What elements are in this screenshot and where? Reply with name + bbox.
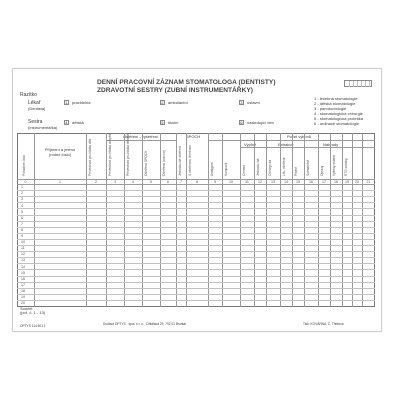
column-number: 21 [366, 179, 371, 184]
row-number: 4 [21, 203, 23, 208]
row-rule [17, 215, 375, 216]
header-rule [106, 140, 176, 141]
col-header-label: Chirurgická [268, 159, 272, 176]
column-number: 11 [245, 179, 249, 184]
row-number: 5 [21, 209, 23, 214]
col-header-label: Ošetřeno SPOCH [144, 150, 148, 176]
legend-item-3: 3 - parodontologie [314, 106, 347, 111]
col-header-label: Preventivní pro-hlídka dospělí [108, 133, 112, 176]
column-number: 9 [214, 179, 216, 184]
date-grid[interactable] [344, 80, 372, 87]
row-number: 9 [21, 234, 23, 238]
header-rule [17, 184, 375, 185]
row-rule [17, 239, 375, 240]
row-number: 15 [21, 270, 25, 275]
col-header-label: Výkony ostatní [332, 155, 336, 176]
row-number: 1 [21, 185, 23, 190]
subgroup-fillings: Výplně [244, 142, 257, 147]
print-note: Tisk: KOVÁRNA, Č. Třebová [303, 322, 344, 326]
row-number: 8 [21, 227, 23, 232]
col-header-label: Ošetřeno (ano-ne) [162, 149, 166, 176]
subgroup-prosthetics: Náhrady [323, 142, 339, 147]
col-header-order: Pořadové číslo [22, 154, 26, 176]
doctor-label: Lékař [28, 100, 41, 106]
option-label-1: pravidelná [72, 100, 91, 105]
column-number: 13 [271, 179, 275, 184]
column-number: 0 [24, 179, 27, 184]
row-rule [17, 227, 375, 228]
column-number: 12 [258, 179, 262, 184]
legend-item-2: 2 - dětská stomatologie [314, 101, 356, 106]
column-number: 6 [167, 179, 169, 184]
option-num-3: 3 [240, 99, 243, 105]
form-title-line2: ZDRAVOTNÍ SESTRY (ZUBNÍ INSTRUMENTÁŘKY) [97, 87, 253, 94]
legend-item-6: 6 - ordinace stomatologie [314, 121, 359, 126]
col-header-label: Jednoduché ošetření [178, 146, 182, 176]
row-rule [17, 190, 375, 191]
row-rule [17, 263, 375, 264]
sum-label: Součet [20, 306, 33, 311]
option-label-5: školní [168, 120, 179, 125]
option-num-6: 6 [240, 119, 243, 125]
row-number: 20 [21, 301, 25, 306]
doctor-sub: (Dentista) [28, 106, 46, 111]
column-number: 17 [322, 179, 326, 184]
column-number: 10 [229, 179, 233, 184]
row-rule [17, 288, 375, 289]
row-number: 17 [21, 282, 25, 287]
legend-item-4: 4 - stomatologická chirurgie [314, 111, 363, 116]
col-header-label: Preventivní pro-hlídka těhotné [126, 133, 130, 176]
column-number: 5 [150, 179, 152, 184]
col-header-label: Cement [242, 164, 246, 176]
row-rule [17, 196, 375, 197]
col-header-label: Snímatelné [306, 159, 310, 176]
row-rule [17, 282, 375, 283]
publisher-note: Dodává OPTYS - spol. s r. o., Cihlářská 29, 792 01 Bruntál [103, 322, 186, 326]
col-header-label: Amalgám [210, 162, 214, 176]
form-title-line1: DENNÍ PRACOVNÍ ZÁZNAM STOMATOLOGA (DENTISTY) [97, 79, 276, 86]
nurse-sub: (Instrumentářka) [28, 125, 58, 130]
option-num-4: 4 [65, 119, 68, 125]
row-rule [17, 251, 375, 252]
col-header-label: Opravy [320, 165, 324, 176]
row-number: 14 [21, 264, 25, 269]
column-number: 16 [309, 179, 313, 184]
col-header-label: Pevné [294, 166, 298, 176]
sum-sub: (poř. č. 1 - 13) [20, 310, 46, 315]
row-number: 11 [21, 246, 25, 251]
row-number: 19 [21, 295, 25, 299]
option-label-3: ústavní [247, 100, 260, 105]
col-header-label: RTG snímky [344, 158, 348, 176]
row-number: 18 [21, 288, 25, 293]
column-number: 14 [284, 179, 288, 184]
row-number: 6 [21, 215, 23, 220]
option-label-6: nasledující den [247, 120, 274, 125]
legend-item-5: 5 - stomatologická protetika [314, 116, 363, 121]
col-header-label: Lék. ošetření [282, 157, 286, 176]
header-rule [240, 147, 375, 148]
legend-item-1: 1 - léčebná stomatologie [314, 96, 358, 101]
column-number: 18 [334, 179, 338, 184]
row-rule [17, 202, 375, 203]
column-number: 3 [114, 179, 116, 184]
column-number: 2 [95, 179, 97, 184]
option-label-2: ambulantní [168, 100, 188, 105]
col-header-label: S ošetřenou léčebnou [188, 144, 192, 176]
group-examination: Ošetření - vyšetření [123, 134, 159, 139]
row-rule [17, 208, 375, 209]
row-number: 2 [21, 191, 23, 196]
column-number: 20 [355, 179, 359, 184]
row-number: 16 [21, 276, 25, 281]
col-header-name: Příjmení a jméno (rodné číslo) [44, 147, 76, 157]
row-number: 3 [21, 197, 23, 202]
row-number: 13 [21, 258, 25, 263]
column-number: 1 [59, 179, 61, 184]
column-number: 19 [345, 179, 349, 184]
stamp-label: Razítko [20, 92, 37, 98]
group-procedures: Počet výkonů [287, 134, 312, 139]
row-rule [17, 300, 375, 301]
row-rule [17, 233, 375, 234]
subgroup-extractions: Extrakce [278, 142, 294, 147]
option-num-2: 2 [161, 99, 164, 105]
column-number: 8 [196, 179, 198, 184]
row-rule [17, 276, 375, 277]
nurse-label: Sestra [28, 119, 43, 125]
row-rule [17, 257, 375, 258]
column-number: 4 [132, 179, 134, 184]
row-number: 10 [21, 240, 25, 245]
col-header-label: Preventivní pro-hlídka dětí [88, 138, 92, 176]
column-number: 15 [296, 179, 300, 184]
row-number: 7 [21, 221, 23, 226]
row-rule [17, 294, 375, 295]
option-label-4: dětská [72, 120, 84, 125]
row-rule [17, 269, 375, 270]
option-num-1: 1 [65, 99, 68, 105]
column-number: 7 [180, 179, 182, 184]
col-header-label: Jednoduchá [256, 158, 260, 176]
row-rule [17, 221, 375, 222]
row-rule [17, 245, 375, 246]
row-number: 12 [21, 252, 25, 257]
form-code: OPTYS 114 601 1 [20, 324, 46, 328]
col-header-label: Kompozit [224, 162, 228, 176]
option-num-5: 5 [161, 119, 164, 125]
group-spoch: SPOCH [186, 134, 201, 139]
